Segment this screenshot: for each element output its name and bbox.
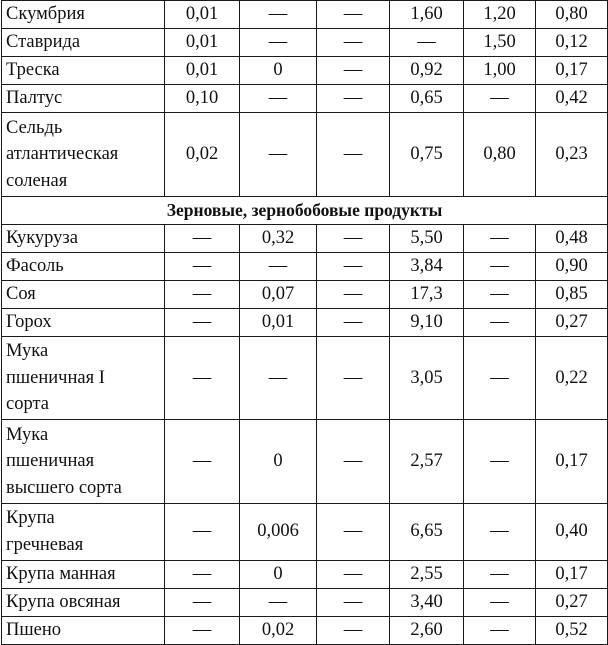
value-cell: — xyxy=(240,336,317,420)
value-cell: — xyxy=(317,252,390,280)
value-cell: — xyxy=(165,280,240,308)
value-cell: 0,65 xyxy=(390,85,464,113)
table-section-grains xyxy=(2,224,608,644)
table-row xyxy=(2,85,608,113)
value-cell: — xyxy=(317,616,390,644)
value-cell: 2,55 xyxy=(390,560,464,588)
value-cell: 0,48 xyxy=(536,224,608,252)
value-cell: — xyxy=(165,588,240,616)
table-row xyxy=(2,588,608,616)
product-name-cell: Фасоль xyxy=(2,252,165,280)
value-cell: 0,75 xyxy=(390,113,464,197)
value-cell: — xyxy=(464,336,536,420)
value-cell: 0,006 xyxy=(240,503,317,560)
value-cell: 3,84 xyxy=(390,252,464,280)
value-cell: — xyxy=(240,29,317,57)
value-cell: — xyxy=(317,588,390,616)
table-section-fish xyxy=(2,1,608,197)
value-cell: 3,05 xyxy=(390,336,464,420)
value-cell: 0 xyxy=(240,420,317,504)
value-cell: — xyxy=(240,252,317,280)
value-cell: 0,90 xyxy=(536,252,608,280)
value-cell: 0,27 xyxy=(536,308,608,336)
product-name-cell: Крупа гречневая xyxy=(2,503,165,560)
table-row xyxy=(2,224,608,252)
value-cell: — xyxy=(165,560,240,588)
table-row xyxy=(2,503,608,560)
value-cell: 0,01 xyxy=(240,308,317,336)
value-cell: 0 xyxy=(240,57,317,85)
nutrient-table xyxy=(1,0,608,645)
value-cell: — xyxy=(317,1,390,29)
value-cell: — xyxy=(165,616,240,644)
value-cell: — xyxy=(464,308,536,336)
table-row xyxy=(2,308,608,336)
value-cell: — xyxy=(317,420,390,504)
value-cell: — xyxy=(317,503,390,560)
value-cell: 0,85 xyxy=(536,280,608,308)
value-cell: 0,22 xyxy=(536,336,608,420)
value-cell: — xyxy=(464,503,536,560)
value-cell: 0,12 xyxy=(536,29,608,57)
value-cell: 0,01 xyxy=(165,29,240,57)
value-cell: — xyxy=(317,57,390,85)
value-cell: — xyxy=(240,1,317,29)
value-cell: 6,65 xyxy=(390,503,464,560)
value-cell: — xyxy=(464,420,536,504)
table-row xyxy=(2,560,608,588)
value-cell: — xyxy=(317,336,390,420)
value-cell: — xyxy=(165,503,240,560)
value-cell: 3,40 xyxy=(390,588,464,616)
table-row xyxy=(2,113,608,197)
product-name-cell: Треска xyxy=(2,57,165,85)
value-cell: — xyxy=(165,252,240,280)
value-cell: 2,60 xyxy=(390,616,464,644)
product-name-cell: Мука пшеничная I сорта xyxy=(2,336,165,420)
table-row xyxy=(2,280,608,308)
value-cell: — xyxy=(317,308,390,336)
value-cell: — xyxy=(317,85,390,113)
value-cell: 17,3 xyxy=(390,280,464,308)
value-cell: — xyxy=(464,588,536,616)
product-name-cell: Ставрида xyxy=(2,29,165,57)
value-cell: — xyxy=(240,113,317,197)
value-cell: 0 xyxy=(240,560,317,588)
value-cell: — xyxy=(165,420,240,504)
table-row xyxy=(2,336,608,420)
section-title: Зерновые, зернобобовые продукты xyxy=(2,196,608,224)
value-cell: — xyxy=(390,29,464,57)
value-cell: 0,80 xyxy=(536,1,608,29)
value-cell: 0,02 xyxy=(165,113,240,197)
value-cell: — xyxy=(165,308,240,336)
value-cell: 0,42 xyxy=(536,85,608,113)
value-cell: — xyxy=(464,616,536,644)
value-cell: — xyxy=(240,588,317,616)
value-cell: — xyxy=(165,224,240,252)
product-name-cell: Соя xyxy=(2,280,165,308)
value-cell: 0,02 xyxy=(240,616,317,644)
value-cell: — xyxy=(317,29,390,57)
value-cell: 2,57 xyxy=(390,420,464,504)
value-cell: — xyxy=(240,85,317,113)
value-cell: 0,40 xyxy=(536,503,608,560)
value-cell: — xyxy=(317,280,390,308)
value-cell: — xyxy=(464,85,536,113)
product-name-cell: Крупа овсяная xyxy=(2,588,165,616)
value-cell: 1,20 xyxy=(464,1,536,29)
table-section-header xyxy=(2,196,608,224)
value-cell: — xyxy=(464,224,536,252)
value-cell: 0,01 xyxy=(165,57,240,85)
value-cell: 1,60 xyxy=(390,1,464,29)
product-name-cell: Палтус xyxy=(2,85,165,113)
value-cell: 0,17 xyxy=(536,57,608,85)
value-cell: — xyxy=(317,224,390,252)
value-cell: 0,27 xyxy=(536,588,608,616)
value-cell: 0,52 xyxy=(536,616,608,644)
value-cell: 5,50 xyxy=(390,224,464,252)
product-name-cell: Скумбрия xyxy=(2,1,165,29)
value-cell: — xyxy=(165,336,240,420)
value-cell: — xyxy=(317,560,390,588)
product-name-cell: Сельдь атлантическая соленая xyxy=(2,113,165,197)
product-name-cell: Кукуруза xyxy=(2,224,165,252)
product-name-cell: Пшено xyxy=(2,616,165,644)
value-cell: 0,01 xyxy=(165,1,240,29)
section-row xyxy=(2,196,608,224)
value-cell: 9,10 xyxy=(390,308,464,336)
value-cell: 0,80 xyxy=(464,113,536,197)
value-cell: 0,10 xyxy=(165,85,240,113)
value-cell: 0,17 xyxy=(536,560,608,588)
value-cell: — xyxy=(317,113,390,197)
value-cell: 0,32 xyxy=(240,224,317,252)
table-row xyxy=(2,252,608,280)
value-cell: 1,50 xyxy=(464,29,536,57)
value-cell: — xyxy=(464,252,536,280)
value-cell: 0,17 xyxy=(536,420,608,504)
value-cell: 0,92 xyxy=(390,57,464,85)
value-cell: 0,07 xyxy=(240,280,317,308)
value-cell: 0,23 xyxy=(536,113,608,197)
table-row xyxy=(2,420,608,504)
table-row xyxy=(2,57,608,85)
value-cell: — xyxy=(464,280,536,308)
product-name-cell: Горох xyxy=(2,308,165,336)
product-name-cell: Мука пшеничная высшего сорта xyxy=(2,420,165,504)
table-row xyxy=(2,29,608,57)
product-name-cell: Крупа манная xyxy=(2,560,165,588)
value-cell: — xyxy=(464,560,536,588)
table-row xyxy=(2,1,608,29)
value-cell: 1,00 xyxy=(464,57,536,85)
